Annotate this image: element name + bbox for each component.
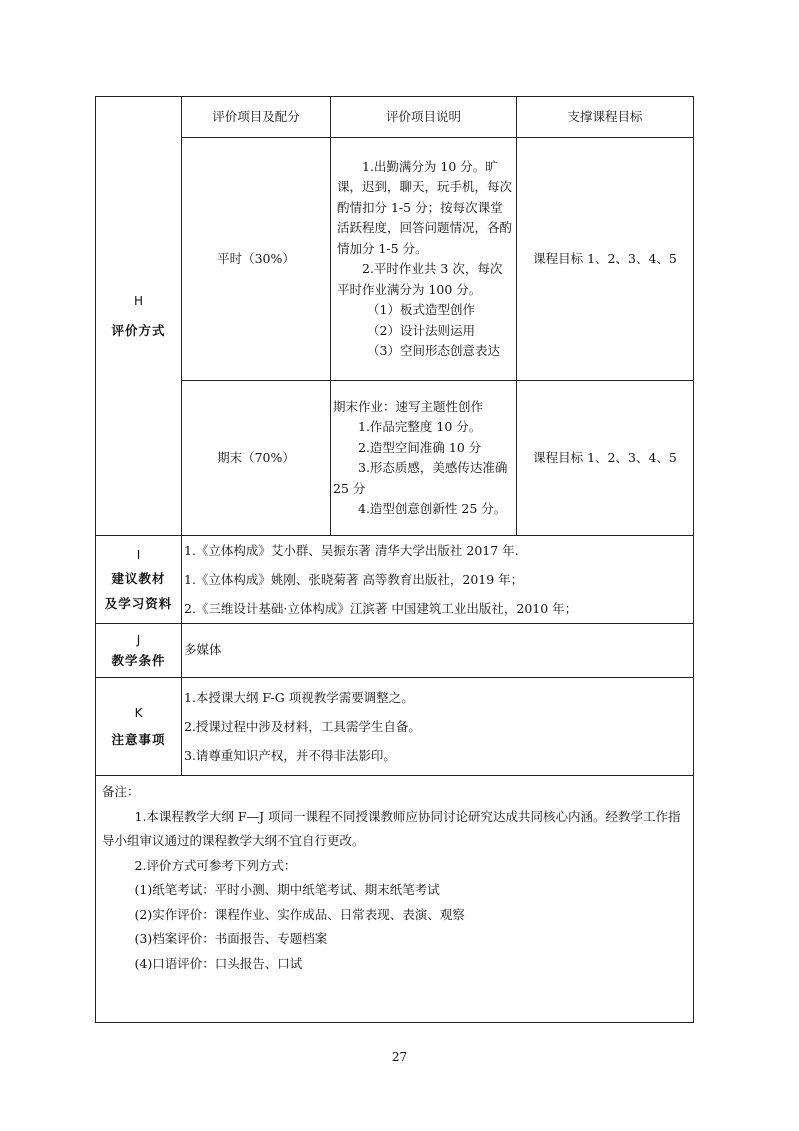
description-line: 2.造型空间准确 10 分 <box>358 439 482 455</box>
assessment-method: (4)口语评价：口头报告、口试 <box>134 955 303 971</box>
assessment-method: (3)档案评价：书面报告、专题档案 <box>134 931 328 946</box>
list-item: 1.本授课大纲 F-G 项视教学需要调整之。 <box>184 690 414 705</box>
column-header: 支撑课程目标 <box>517 97 694 138</box>
description-line: 4.造型创意创新性 25 分。 <box>358 501 507 516</box>
section-title: 注意事项 <box>111 731 166 747</box>
description-line: （1）板式造型创作 <box>367 302 475 317</box>
list-item: 3.请尊重知识产权，并不得非法影印。 <box>184 748 396 763</box>
page-number: 27 <box>391 1050 408 1064</box>
description-line: （3）空间形态创意表达 <box>367 343 500 358</box>
assessment-item: 期末（70%） <box>182 381 331 536</box>
description-line: 期末作业：速写主题性创作 <box>333 398 484 414</box>
list-item: 2.《三维设计基础·立体构成》江滨著 中国建筑工业出版社，2010 年； <box>184 601 578 616</box>
section-title: 建议教材 <box>111 571 166 587</box>
section-code: I <box>136 547 141 562</box>
supported-target: 课程目标 1、2、3、4、5 <box>517 381 694 536</box>
list-item: 1.《立体构成》姚刚、张晓菊著 高等教育出版社，2019 年； <box>184 572 524 587</box>
syllabus-table <box>95 96 694 1023</box>
conditions-section-label <box>96 624 182 678</box>
list-item: 1.《立体构成》艾小群、吴振东著 清华大学出版社 2017 年. <box>184 543 519 558</box>
description-line: 1.出勤满分为 10 分。旷课，迟到，聊天，玩手机，每次酌情扣分 1-5 分；按每次课堂活跃程度，回答问题情况，各酌情加分 1-5 分。 <box>337 158 513 256</box>
description-line: （2）设计法则运用 <box>367 322 475 338</box>
assessment-header-row <box>96 97 694 138</box>
assessment-item: 平时（30%） <box>182 138 331 381</box>
notes-row <box>96 678 694 776</box>
section-code: J <box>136 633 141 647</box>
materials-section-label <box>96 536 182 624</box>
assessment-description <box>331 138 517 381</box>
description-line: 3.形态质感，美感传达准确 25 分 <box>333 460 508 496</box>
assessment-section-label <box>96 97 182 536</box>
conditions-row <box>96 624 694 678</box>
remarks-line: 1.本课程教学大纲 F—J 项同一课程不同授课教师应协同讨论研究达成共同核心内涵。经教学工作指导小组审议通过的课程教学大纲不宜自行更改。 <box>102 808 681 848</box>
conditions-content: 多媒体 <box>182 624 694 678</box>
notes-section-label <box>96 678 182 776</box>
remarks-label: 备注： <box>102 784 140 799</box>
description-line: 1.作品完整度 10 分。 <box>358 419 482 434</box>
section-title: 评价方式 <box>111 323 166 338</box>
notes-list <box>182 678 694 776</box>
remarks-cell <box>96 776 694 1023</box>
supported-target: 课程目标 1、2、3、4、5 <box>517 138 694 381</box>
remarks-row <box>96 776 694 1023</box>
remarks-line: 2.评价方式可参考下列方式： <box>134 857 297 873</box>
column-header: 评价项目及配分 <box>182 97 331 138</box>
section-title: 及学习资料 <box>104 595 173 611</box>
description-line: 2.平时作业共 3 次，每次平时作业满分为 100 分。 <box>337 261 503 297</box>
column-header: 评价项目说明 <box>331 97 517 138</box>
section-code: K <box>134 706 143 720</box>
table-row <box>96 138 694 381</box>
materials-row <box>96 536 694 624</box>
table-row <box>96 381 694 536</box>
assessment-description <box>331 381 517 536</box>
assessment-method: (1)纸笔考试：平时小测、期中纸笔考试、期末纸笔考试 <box>134 882 440 897</box>
syllabus-page <box>95 96 693 1023</box>
list-item: 2.授课过程中涉及材料，工具需学生自备。 <box>184 719 421 734</box>
section-title: 教学条件 <box>111 652 166 668</box>
materials-list <box>182 536 694 624</box>
section-code: H <box>133 293 144 308</box>
assessment-method: (2)实作评价：课程作业、实作成品、日常表现、表演、观察 <box>134 906 465 922</box>
